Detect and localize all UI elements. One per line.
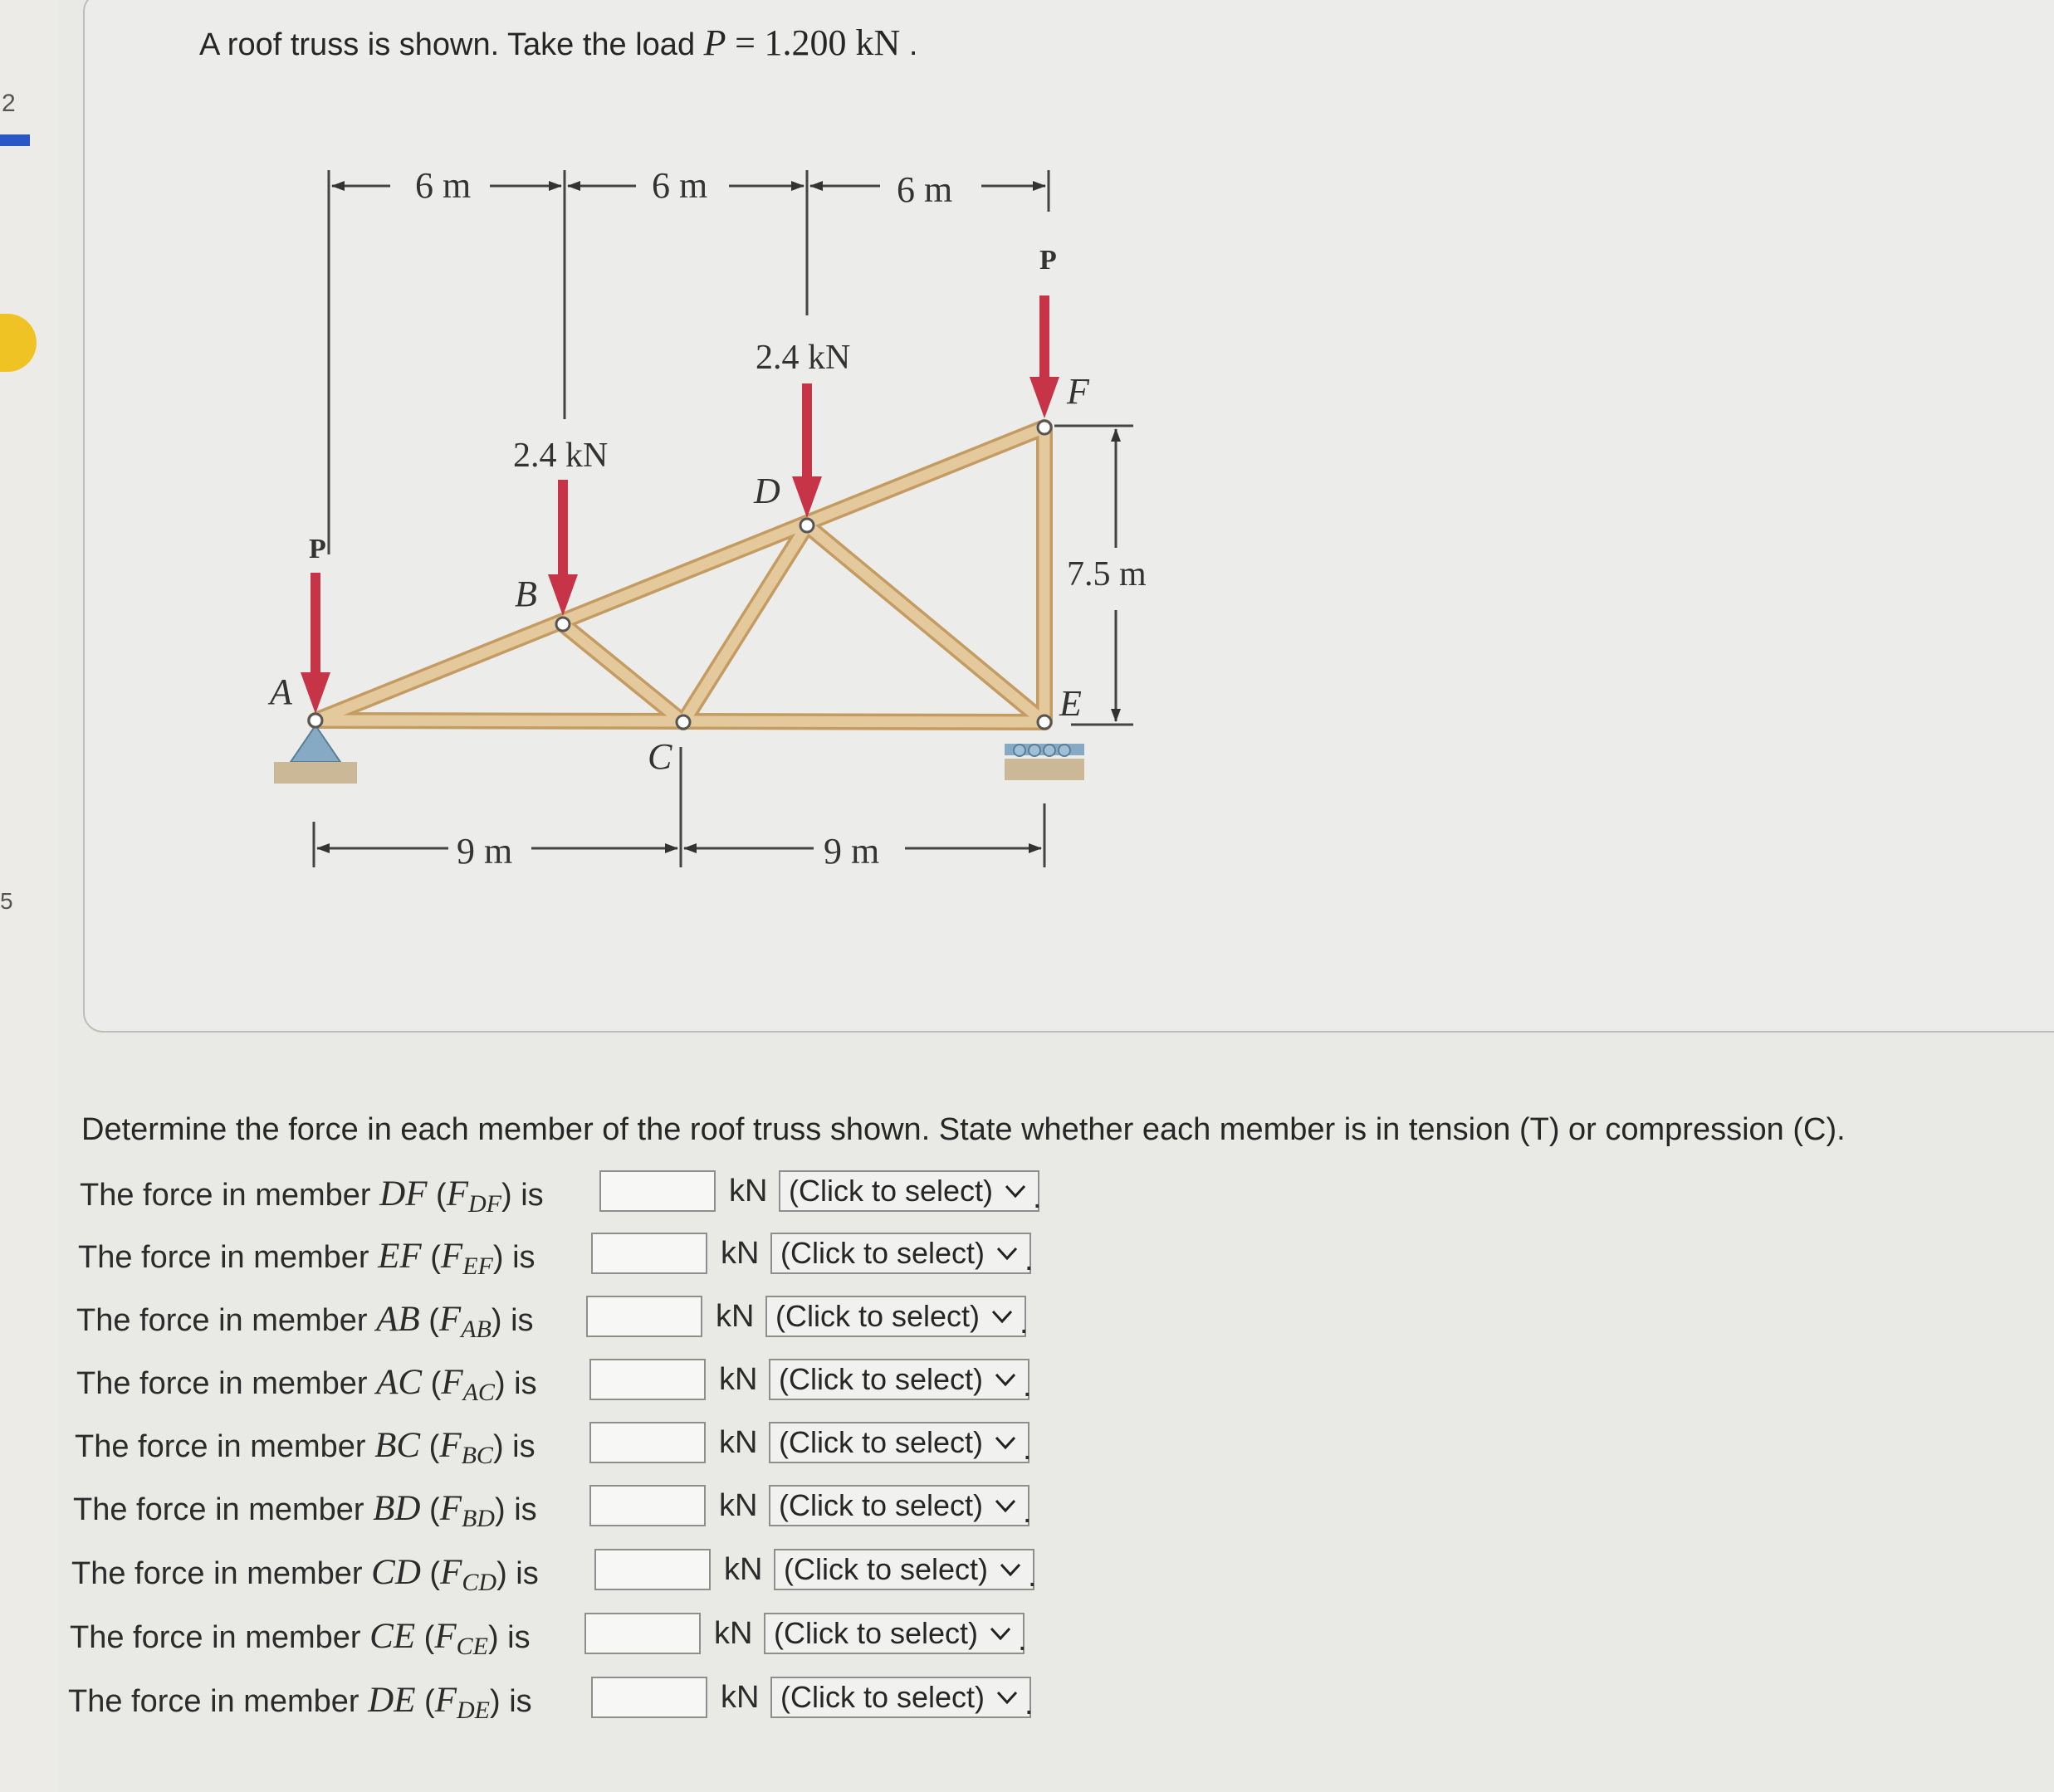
node-label-a: A (270, 671, 292, 712)
tension-compression-select-ac[interactable] (769, 1359, 1029, 1400)
row-label: The force in member AC $(F_{AC})$ is (76, 1363, 537, 1406)
chevron-down-icon (991, 1365, 1020, 1394)
load-arrow-a (301, 573, 330, 714)
dimension-lines-top (329, 170, 1049, 554)
member-name: CD (371, 1553, 421, 1592)
force-symbol: F (440, 1553, 462, 1592)
row-period: . (1033, 1180, 1042, 1215)
chevron-down-icon (991, 1428, 1020, 1457)
chevron-down-icon (993, 1239, 1021, 1267)
chevron-down-icon (986, 1619, 1015, 1648)
roller-support (1005, 744, 1084, 780)
row-suffix: is (509, 1684, 532, 1719)
question-number-lower[interactable]: 5 (0, 888, 13, 914)
member-name: DF (379, 1174, 428, 1213)
select-placeholder: (Click to select) (779, 1362, 984, 1396)
load-period: . (908, 27, 918, 62)
truss-members (315, 427, 1044, 722)
unit-label: kN (719, 1488, 758, 1523)
load-value: 1.200 kN (764, 22, 901, 63)
row-prefix: The force in member (70, 1620, 361, 1655)
row-suffix: is (512, 1240, 536, 1275)
row-period: . (1023, 1432, 1032, 1467)
force-symbol: F (438, 1300, 462, 1339)
row-period: . (1028, 1559, 1037, 1594)
unit-label: kN (719, 1425, 758, 1460)
row-period: . (1018, 1623, 1027, 1658)
force-symbol: F (439, 1426, 462, 1465)
joint-e (1038, 715, 1051, 729)
force-input-ef[interactable] (591, 1233, 707, 1274)
question-instruction: Determine the force in each member of the roof truss shown. State whether each member is in tension (T) or compression (C). (81, 1112, 1846, 1147)
row-prefix: The force in member (76, 1303, 368, 1338)
force-input-de[interactable] (591, 1677, 707, 1718)
select-placeholder: (Click to select) (779, 1425, 984, 1459)
force-input-bd[interactable] (589, 1485, 706, 1526)
force-symbol: F (440, 1237, 463, 1276)
dim-bottom-1: 9 m (457, 831, 513, 872)
row-suffix: is (511, 1303, 534, 1338)
tension-compression-select-de[interactable] (770, 1677, 1031, 1718)
row-prefix: The force in member (75, 1429, 366, 1464)
load-equals: = (735, 22, 756, 63)
row-label: The force in member DF $(F_{DF})$ is (80, 1174, 544, 1218)
member-name: AC (376, 1363, 423, 1402)
load-arrow-b (548, 480, 578, 616)
row-suffix: is (514, 1366, 537, 1401)
member-name: AB (376, 1300, 420, 1339)
member-de (807, 525, 1044, 722)
row-suffix: is (521, 1178, 544, 1213)
force-symbol: F (439, 1489, 462, 1528)
row-prefix: The force in member (78, 1240, 369, 1275)
unit-label: kN (724, 1552, 763, 1587)
node-label-d: D (754, 471, 780, 511)
row-period: . (1025, 1687, 1034, 1721)
chevron-down-icon (988, 1302, 1016, 1331)
select-placeholder: (Click to select) (780, 1236, 985, 1270)
force-input-cd[interactable] (594, 1549, 711, 1590)
node-label-e: E (1059, 683, 1082, 724)
member-name: BC (374, 1426, 421, 1465)
member-name: EF (378, 1237, 422, 1276)
unit-label: kN (714, 1616, 753, 1651)
dim-top-2: 6 m (652, 165, 708, 206)
tension-compression-select-ab[interactable] (765, 1296, 1026, 1337)
dimension-lines-bottom (314, 747, 1044, 867)
load-label-b: 2.4 kN (513, 437, 609, 475)
unit-label: kN (721, 1236, 760, 1271)
unit-label: kN (729, 1174, 768, 1209)
load-arrows (301, 295, 1059, 714)
select-placeholder: (Click to select) (779, 1488, 984, 1522)
tension-compression-select-ce[interactable] (764, 1613, 1025, 1654)
row-prefix: The force in member (80, 1178, 371, 1213)
height-label: 7.5 m (1067, 555, 1147, 593)
row-suffix: is (516, 1556, 539, 1591)
chevron-down-icon (1001, 1177, 1029, 1205)
tension-compression-select-bc[interactable] (769, 1422, 1029, 1463)
unit-label: kN (721, 1680, 760, 1715)
load-arrow-d (792, 383, 822, 518)
problem-intro: A roof truss is shown. Take the load (199, 27, 696, 62)
force-subscript: EF (462, 1252, 493, 1280)
dim-bottom-2: 9 m (824, 831, 880, 872)
node-label-c: C (648, 736, 672, 777)
select-placeholder: (Click to select) (775, 1299, 981, 1333)
tension-compression-select-df[interactable] (779, 1170, 1039, 1212)
force-subscript: AC (462, 1379, 495, 1406)
row-period: . (1025, 1243, 1034, 1277)
member-ab-bd-df (315, 427, 1044, 720)
force-input-ce[interactable] (584, 1613, 701, 1654)
row-label: The force in member AB $(F_{AB})$ is (76, 1300, 534, 1343)
row-label: The force in member EF $(F_{EF})$ is (78, 1237, 536, 1280)
force-subscript: BC (461, 1442, 493, 1469)
load-symbol: P (703, 22, 726, 63)
row-label: The force in member DE $(F_{DE})$ is (68, 1681, 532, 1724)
row-label: The force in member CE $(F_{CE})$ is (70, 1617, 531, 1660)
select-placeholder: (Click to select) (774, 1616, 979, 1650)
row-period: . (1023, 1369, 1032, 1404)
row-suffix: is (514, 1492, 537, 1527)
tension-compression-select-ef[interactable] (770, 1233, 1031, 1274)
force-input-df[interactable] (599, 1170, 716, 1212)
force-input-ab[interactable] (586, 1296, 702, 1337)
row-label: The force in member BC $(F_{BC})$ is (75, 1426, 536, 1469)
force-subscript: BD (461, 1505, 495, 1532)
load-label-f: P (1039, 245, 1057, 276)
chevron-down-icon (993, 1683, 1021, 1711)
force-subscript: DF (467, 1190, 501, 1218)
member-name: BD (373, 1489, 421, 1528)
row-period: . (1023, 1495, 1032, 1530)
select-placeholder: (Click to select) (784, 1552, 989, 1586)
pin-support (274, 725, 357, 784)
row-prefix: The force in member (73, 1492, 364, 1527)
row-suffix: is (512, 1429, 536, 1464)
row-label: The force in member BD $(F_{BD})$ is (73, 1489, 537, 1532)
joint-f (1038, 421, 1051, 434)
member-name: CE (369, 1617, 416, 1656)
force-symbol: F (434, 1681, 457, 1720)
row-prefix: The force in member (68, 1684, 359, 1719)
unit-label: kN (716, 1299, 755, 1334)
force-subscript: AB (461, 1316, 491, 1343)
row-period: . (1020, 1306, 1029, 1340)
member-bc (563, 624, 683, 722)
force-symbol: F (446, 1174, 468, 1213)
chevron-down-icon (996, 1555, 1025, 1584)
load-label-d: 2.4 kN (756, 339, 851, 377)
joint-d (800, 519, 814, 532)
force-symbol: F (434, 1617, 457, 1656)
joint-a (309, 714, 322, 727)
joint-b (556, 618, 570, 631)
chevron-down-icon (991, 1492, 1020, 1520)
tension-compression-select-cd[interactable] (774, 1549, 1034, 1590)
node-label-f: F (1067, 371, 1089, 412)
select-placeholder: (Click to select) (789, 1174, 994, 1208)
row-prefix: The force in member (71, 1556, 363, 1591)
dim-top-3: 6 m (897, 169, 953, 210)
member-name: DE (368, 1681, 416, 1720)
row-suffix: is (507, 1620, 531, 1655)
force-subscript: DE (456, 1697, 490, 1724)
force-subscript: CD (462, 1569, 497, 1596)
dim-top-1: 6 m (415, 165, 472, 206)
force-input-bc[interactable] (589, 1422, 706, 1463)
load-arrow-f (1029, 295, 1059, 418)
force-symbol: F (441, 1363, 463, 1402)
row-label: The force in member CD $(F_{CD})$ is (71, 1553, 539, 1596)
load-label-a: P (309, 534, 326, 564)
select-placeholder: (Click to select) (780, 1680, 985, 1714)
node-label-b: B (515, 574, 537, 614)
tension-compression-select-bd[interactable] (769, 1485, 1029, 1526)
row-prefix: The force in member (76, 1366, 368, 1401)
force-input-ac[interactable] (589, 1359, 706, 1400)
joint-c (677, 715, 690, 729)
unit-label: kN (719, 1362, 758, 1397)
force-subscript: CE (456, 1633, 488, 1660)
question-number[interactable]: 2 (2, 90, 16, 117)
